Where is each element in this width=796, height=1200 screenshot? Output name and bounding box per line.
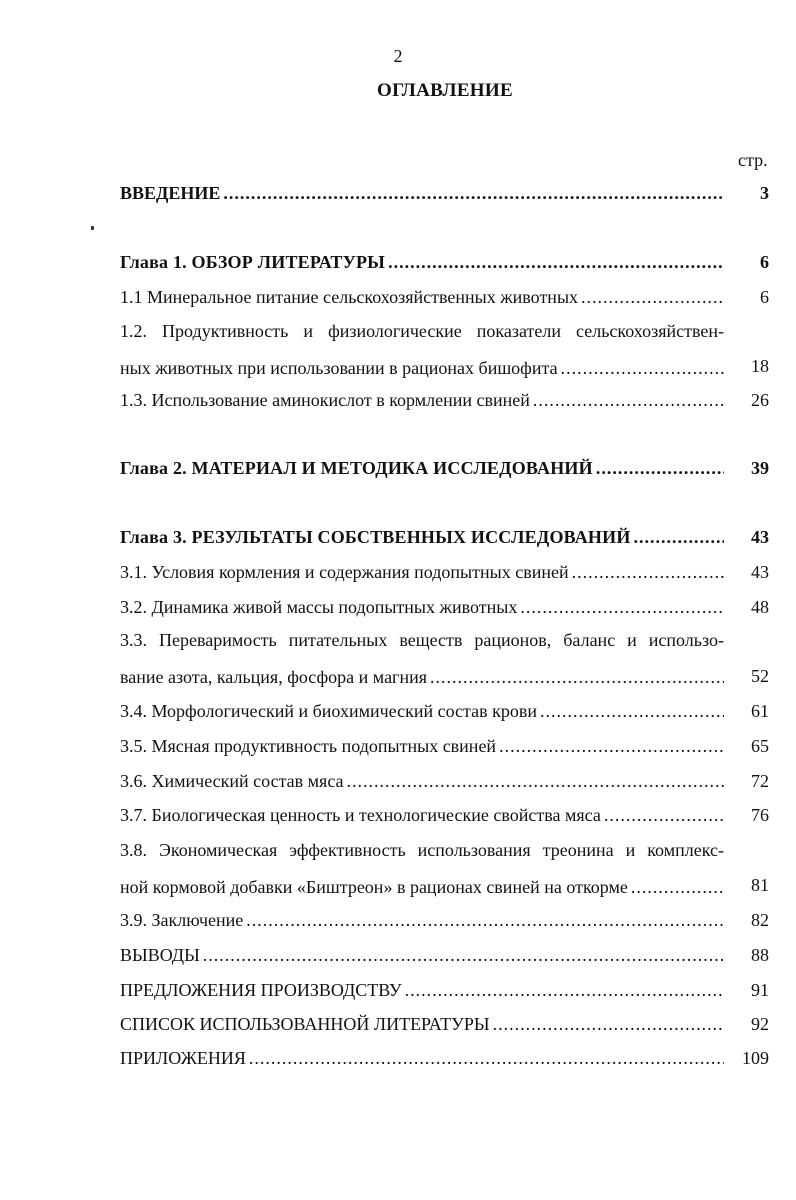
toc-entry-chapter-1 bbox=[120, 249, 769, 275]
dot-leader bbox=[572, 559, 724, 585]
toc-entry-title-line2: ных животных при использовании в рационах бишофита bbox=[120, 358, 558, 378]
toc-entry-title: ПРИЛОЖЕНИЯ bbox=[120, 1048, 246, 1068]
dot-leader bbox=[246, 907, 724, 933]
toc-entry-introduction bbox=[120, 180, 769, 206]
dot-leader bbox=[249, 1045, 724, 1071]
toc-entry-1-1 bbox=[120, 284, 769, 310]
toc-entry-title: ПРЕДЛОЖЕНИЯ ПРОИЗВОДСТВУ bbox=[120, 980, 402, 1000]
toc-entry-3-7 bbox=[120, 802, 769, 828]
toc-entry-title: 3.7. Биологическая ценность и технологические свойства мяса bbox=[120, 805, 601, 825]
toc-entry-3-8 bbox=[120, 832, 724, 906]
toc-entry-conclusions bbox=[120, 942, 769, 968]
toc-entry-title: 3.9. Заключение bbox=[120, 910, 244, 930]
toc-entry-title: ВВЕДЕНИЕ bbox=[120, 183, 221, 203]
toc-entry-3-5 bbox=[120, 733, 769, 759]
toc-entry-page: 39 bbox=[751, 458, 769, 478]
toc-entry-title: 1.1 Минеральное питание сельскохозяйственных животных bbox=[120, 287, 579, 307]
toc-entry-1-2 bbox=[120, 313, 724, 387]
toc-entry-page: 52 bbox=[751, 666, 769, 686]
toc-entry-appendices bbox=[120, 1045, 769, 1071]
dot-leader bbox=[604, 802, 724, 828]
toc-entry-title-line2: ной кормовой добавки «Биштреон» в рационах свиней на откорме bbox=[120, 877, 628, 897]
toc-entry-page: 81 bbox=[751, 875, 769, 895]
toc-entry-page: 3 bbox=[760, 183, 769, 203]
dot-leader bbox=[581, 284, 724, 310]
dot-leader bbox=[223, 180, 724, 206]
toc-entry-page: 88 bbox=[751, 945, 769, 965]
stray-mark bbox=[91, 226, 94, 230]
dot-leader bbox=[430, 659, 724, 696]
toc-entry-references bbox=[120, 1011, 769, 1037]
toc-entry-title-line1: 1.2. Продуктивность и физиологические показатели сельскохозяйствен- bbox=[120, 321, 724, 341]
toc-entry-page: 65 bbox=[751, 736, 769, 756]
dot-leader bbox=[499, 733, 724, 759]
toc-entry-page: 26 bbox=[751, 390, 769, 410]
toc-entry-3-6 bbox=[120, 768, 769, 794]
toc-entry-page: 18 bbox=[751, 356, 769, 376]
toc-entry-page: 43 bbox=[751, 527, 769, 547]
toc-entry-title: 3.4. Морфологический и биохимический состав крови bbox=[120, 701, 537, 721]
toc-entry-page: 82 bbox=[751, 910, 769, 930]
page-number: 2 bbox=[393, 46, 403, 66]
page-title: ОГЛАВЛЕНИЕ bbox=[377, 80, 513, 101]
toc-entry-page: 48 bbox=[751, 597, 769, 617]
toc-entry-page: 92 bbox=[751, 1014, 769, 1034]
toc-entry-page: 72 bbox=[751, 771, 769, 791]
toc-entry-page: 76 bbox=[751, 805, 769, 825]
toc-entry-title: 3.2. Динамика живой массы подопытных животных bbox=[120, 597, 518, 617]
dot-leader bbox=[405, 977, 724, 1003]
dot-leader bbox=[561, 350, 724, 387]
dot-leader bbox=[493, 1011, 724, 1037]
dot-leader bbox=[634, 524, 724, 550]
dot-leader bbox=[631, 869, 724, 906]
toc-entry-title: СПИСОК ИСПОЛЬЗОВАННОЙ ЛИТЕРАТУРЫ bbox=[120, 1014, 490, 1034]
toc-entry-title: 1.3. Использование аминокислот в кормлении свиней bbox=[120, 390, 530, 410]
dot-leader bbox=[520, 594, 724, 620]
toc-entry-1-3 bbox=[120, 387, 769, 413]
toc-entry-title-line1: 3.8. Экономическая эффективность использования треонина и комплекс- bbox=[120, 840, 724, 860]
toc-entry-3-1 bbox=[120, 559, 769, 585]
toc-entry-chapter-2 bbox=[120, 455, 769, 481]
toc-entry-page: 61 bbox=[751, 701, 769, 721]
toc-entry-3-2 bbox=[120, 594, 769, 620]
dot-leader bbox=[388, 249, 724, 275]
toc-entry-3-9 bbox=[120, 907, 769, 933]
toc-entry-proposals bbox=[120, 977, 769, 1003]
page-column-header: стр. bbox=[738, 150, 768, 170]
toc-entry-title: 3.1. Условия кормления и содержания подопытных свиней bbox=[120, 562, 569, 582]
toc-entry-page: 6 bbox=[760, 287, 769, 307]
toc-entry-title: 3.5. Мясная продуктивность подопытных свиней bbox=[120, 736, 497, 756]
toc-entry-page: 6 bbox=[760, 252, 769, 272]
dot-leader bbox=[347, 768, 724, 794]
toc-entry-3-3 bbox=[120, 622, 724, 696]
toc-entry-title: Глава 2. МАТЕРИАЛ И МЕТОДИКА ИССЛЕДОВАНИЙ bbox=[120, 458, 593, 478]
toc-entry-page: 91 bbox=[751, 980, 769, 1000]
toc-entry-chapter-3 bbox=[120, 524, 769, 550]
toc-entry-page: 43 bbox=[751, 562, 769, 582]
toc-entry-title: ВЫВОДЫ bbox=[120, 945, 200, 965]
toc-entry-title: Глава 1. ОБЗОР ЛИТЕРАТУРЫ bbox=[120, 252, 386, 272]
dot-leader bbox=[533, 387, 724, 413]
toc-entry-3-4 bbox=[120, 698, 769, 724]
dot-leader bbox=[596, 455, 724, 481]
dot-leader bbox=[203, 942, 724, 968]
dot-leader bbox=[540, 698, 724, 724]
toc-entry-title: 3.6. Химический состав мяса bbox=[120, 771, 344, 791]
toc-entry-title-line2: вание азота, кальция, фосфора и магния bbox=[120, 667, 427, 687]
toc-entry-page: 109 bbox=[742, 1048, 769, 1068]
toc-entry-title-line1: 3.3. Переваримость питательных веществ рационов, баланс и использо- bbox=[120, 630, 724, 650]
toc-entry-title: Глава 3. РЕЗУЛЬТАТЫ СОБСТВЕННЫХ ИССЛЕДОВАНИЙ bbox=[120, 527, 631, 547]
